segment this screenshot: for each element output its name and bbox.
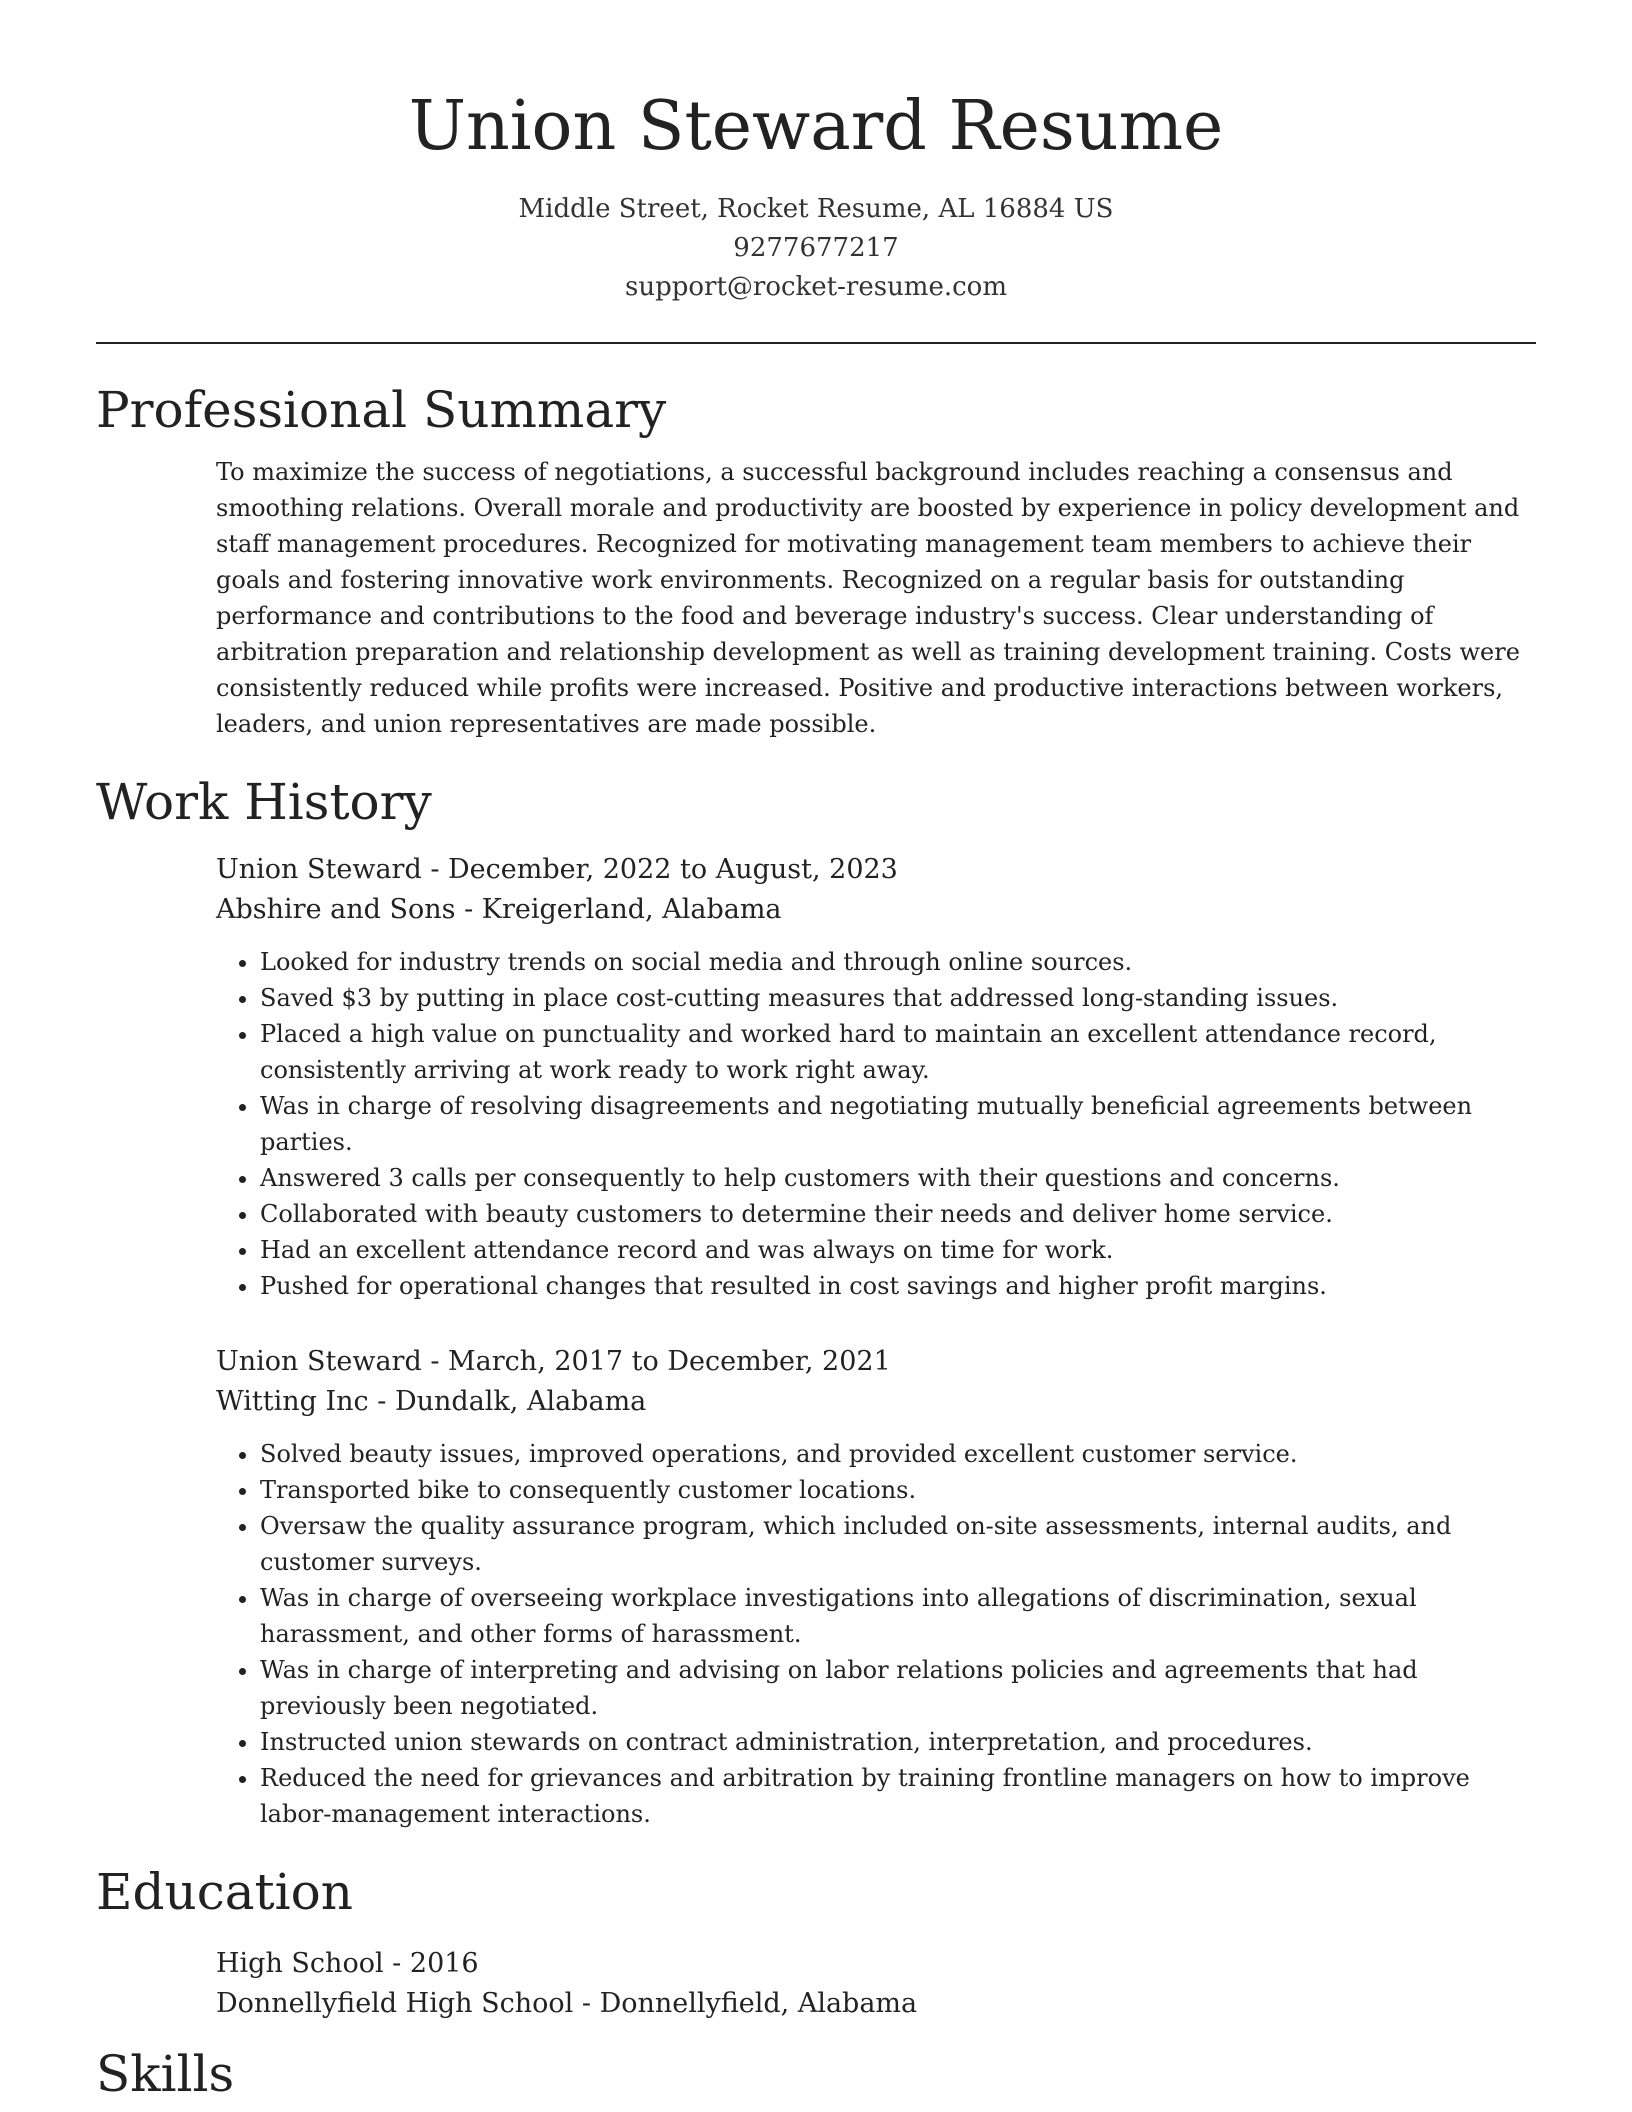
graduation-year: 2016 (409, 1948, 479, 1979)
list-item: • Transported bike to consequently customer locations. (260, 1472, 1536, 1508)
work-section (96, 772, 1536, 1832)
list-item: • Placed a high value on punctuality and worked hard to maintain an excellent attendance record, consistently arriving at work ready to work right away. (260, 1016, 1536, 1088)
education-heading: Education (96, 1863, 353, 1921)
resume-header (0, 0, 1632, 307)
summary-section (96, 380, 1536, 742)
degree-line (216, 1944, 1536, 1984)
contact-block (0, 190, 1632, 307)
summary-heading: Professional Summary (96, 381, 667, 439)
summary-body (216, 454, 1536, 742)
list-item: • Oversaw the quality assurance program, which included on-site assessments, internal audits, and customer surveys. (260, 1508, 1536, 1580)
education-section (96, 1862, 1536, 2024)
job-company-line (216, 1382, 1536, 1422)
header-divider (96, 342, 1536, 344)
job-company: Abshire and Sons (216, 894, 456, 925)
job-role: Union Steward (216, 854, 422, 885)
separator: - (455, 894, 482, 925)
separator: - (421, 1346, 449, 1377)
school-location: Donnellyfield, Alabama (599, 1988, 918, 2019)
list-item: • Was in charge of overseeing workplace investigations into allegations of discrimination, sexual harassment, and other forms of harassment. (260, 1580, 1536, 1652)
list-item: • Had an excellent attendance record and was always on time for work. (260, 1232, 1536, 1268)
list-item: • Looked for industry trends on social media and through online sources. (260, 944, 1536, 980)
job-role: Union Steward (216, 1346, 422, 1377)
job-title-line (216, 850, 1536, 890)
job-dates: December, 2022 to August, 2023 (448, 854, 898, 885)
job-bullets (216, 944, 1536, 1304)
job-dates: March, 2017 to December, 2021 (448, 1346, 891, 1377)
skills-heading: Skills (96, 2045, 235, 2103)
education-body (216, 1944, 1536, 2024)
school-line (216, 1984, 1536, 2024)
job-company-line (216, 890, 1536, 930)
phone: 9277677217 (733, 233, 899, 263)
email: support@rocket-resume.com (624, 272, 1007, 302)
address: Middle Street, Rocket Resume, AL 16884 US (518, 194, 1114, 224)
list-item: • Saved $3 by putting in place cost-cutting measures that addressed long-standing issues. (260, 980, 1536, 1016)
separator: - (383, 1948, 410, 1979)
job-location: Dundalk, Alabama (394, 1386, 647, 1417)
list-item: • Pushed for operational changes that resulted in cost savings and higher profit margins. (260, 1268, 1536, 1304)
skills-section (96, 2044, 1536, 2104)
school-name: Donnellyfield High School (216, 1988, 574, 2019)
job-location: Kreigerland, Alabama (481, 894, 782, 925)
separator: - (421, 854, 449, 885)
list-item: • Was in charge of resolving disagreements and negotiating mutually beneficial agreements between parties. (260, 1088, 1536, 1160)
list-item: • Collaborated with beauty customers to determine their needs and deliver home service. (260, 1196, 1536, 1232)
education-entry (216, 1944, 1536, 2024)
job-entry (216, 1342, 1536, 1832)
work-heading: Work History (96, 773, 432, 831)
resume-title: Union Steward Resume (408, 87, 1224, 166)
list-item: • Instructed union stewards on contract administration, interpretation, and procedures. (260, 1724, 1536, 1760)
separator: - (368, 1386, 395, 1417)
summary-text: To maximize the success of negotiations, a successful background includes reaching a consensus and smoothing relations. Overall morale and productivity are boosted by experience in policy development and staff management procedures. Recognized for motivating management team members to achieve their goals and fostering innovative work environments. Recognized on a regular basis for outstanding performance and contributions to the food and beverage industry's success. Clear understanding of arbitration preparation and relationship development as well as training development training. Costs were consistently reduced while profits were increased. Positive and productive interactions between workers, leaders, and union representatives are made possible. (216, 458, 1520, 738)
work-body (216, 850, 1536, 1832)
job-bullets (216, 1436, 1536, 1832)
list-item: • Reduced the need for grievances and arbitration by training frontline managers on how to improve labor-management interactions. (260, 1760, 1536, 1832)
job-company: Witting Inc (216, 1386, 369, 1417)
degree: High School (216, 1948, 384, 1979)
separator: - (573, 1988, 600, 2019)
list-item: • Solved beauty issues, improved operations, and provided excellent customer service. (260, 1436, 1536, 1472)
job-entry (216, 850, 1536, 1304)
job-title-line (216, 1342, 1536, 1382)
list-item: • Was in charge of interpreting and advising on labor relations policies and agreements that had previously been negotiated. (260, 1652, 1536, 1724)
list-item: • Answered 3 calls per consequently to help customers with their questions and concerns. (260, 1160, 1536, 1196)
